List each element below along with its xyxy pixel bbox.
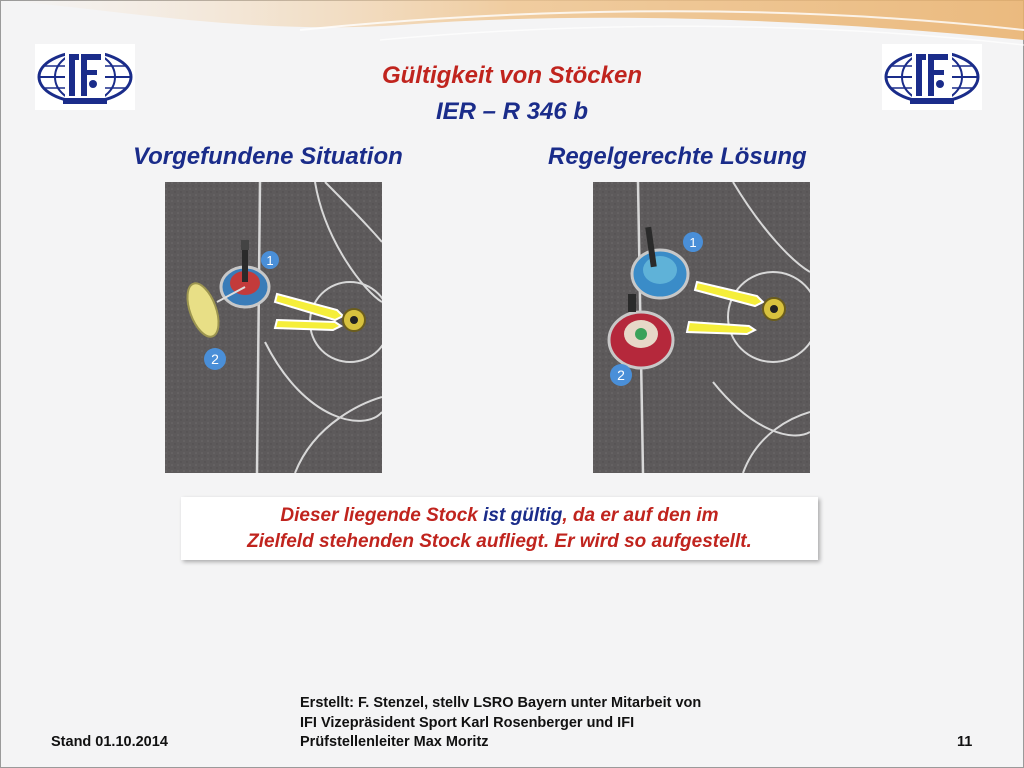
footer-credit: Erstellt: F. Stenzel, stellv LSRO Bayern unter Mitarbeit von IFI Vizepräsident Sport Karl Rosenberger und IFI Prüfstellenleiter Max Moritz (300, 695, 702, 750)
photo-found-situation (165, 182, 382, 473)
photo-correct-solution (593, 182, 810, 473)
header-swoosh (0, 0, 1024, 110)
page-number: 11 (957, 734, 973, 750)
svg-text:2: 2 (617, 367, 625, 383)
slide-title: Gültigkeit von Stöcken (381, 62, 643, 89)
left-column-heading: Vorgefundene Situation (133, 143, 403, 170)
svg-text:2: 2 (211, 351, 219, 367)
svg-text:1: 1 (689, 235, 697, 250)
right-column-heading: Regelgerechte Lösung (548, 143, 807, 170)
footer-date: Stand 01.10.2014 (51, 734, 168, 750)
marker-1 (683, 232, 703, 252)
marker-1 (261, 251, 279, 269)
marker-2 (204, 348, 226, 370)
explanation-note (181, 497, 818, 560)
marker-2 (610, 364, 632, 386)
note-line-1: Dieser liegende Stock ist gültig, da er auf den im (280, 505, 719, 526)
slide-subtitle: IER – R 346 b (435, 98, 589, 125)
note-line-2: Zielfeld stehenden Stock aufliegt. Er wird so aufgestellt. (247, 531, 752, 552)
svg-text:1: 1 (266, 253, 274, 268)
